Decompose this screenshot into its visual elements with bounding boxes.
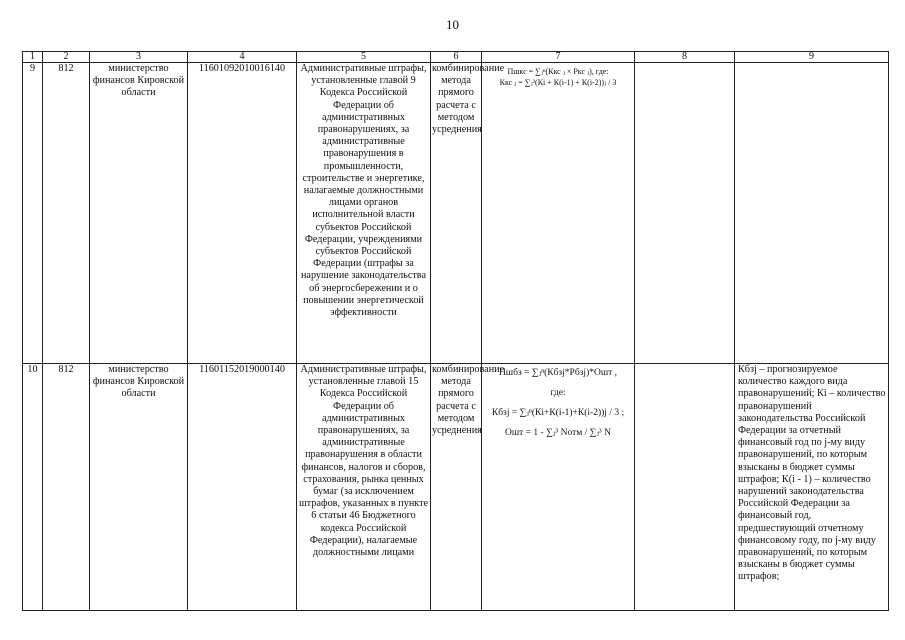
page-number: 10 <box>446 17 459 32</box>
header-cell: 6 <box>431 52 482 63</box>
header-cell: 4 <box>188 52 297 63</box>
formula-line: где: <box>550 388 566 398</box>
administrator-name: министерство финансов Кировской области <box>90 63 188 364</box>
column-number-row <box>23 52 889 63</box>
formula-line: Кбзj = ∑ⱼⁿ(Кi+К(i-1)+К(i-2))j / 3 ; <box>491 408 625 418</box>
column-8-cell <box>635 364 735 611</box>
column-9-cell <box>735 63 889 364</box>
row-number: 9 <box>23 63 43 364</box>
header-cell: 8 <box>635 52 735 63</box>
table-row <box>23 63 889 364</box>
header-cell: 9 <box>735 52 889 63</box>
row-number: 10 <box>23 364 43 611</box>
administrator-name: министерство финансов Кировской области <box>90 364 188 611</box>
calculation-method: комбинирование метода прямого расчета с методом усреднения <box>431 63 482 364</box>
revenue-name: Административные штрафы, установленные главой 9 Кодекса Российской Федерации об административных правонарушениях, за административные правонарушения в промышленности, строительстве и энергетике, налагаемые должностными лицами органов исполнительной власти субъектов Российской Федерации, учреждениями субъектов Российской Федерации (штрафы за нарушение законодательства об энергосбережении и о повышении энергетической эффективности <box>297 63 431 364</box>
calculation-method: комбинирование метода прямого расчета с методом усреднения <box>431 364 482 611</box>
header-cell: 1 <box>23 52 43 63</box>
header-cell: 5 <box>297 52 431 63</box>
budget-classification-code: 11601152019000140 <box>188 364 297 611</box>
revenue-forecast-table <box>22 51 889 611</box>
calculation-formula <box>482 364 635 611</box>
formula-line: Ошт = 1 - ∑ⱼ³ Nотм / ∑ⱼ³ N <box>504 428 611 438</box>
header-cell: 2 <box>43 52 90 63</box>
revenue-name: Административные штрафы, установленные главой 15 Кодекса Российской Федерации об административных правонарушениях, за административные правонарушения в области финансов, налогов и сборов, страхования, рынка ценных бумаг (за исключением штрафов, указанных в пункте 6 статьи 46 Бюджетного кодекса Российской Федерации), налагаемые должностными лицами <box>297 364 431 611</box>
admin-code: 812 <box>43 364 90 611</box>
table-row <box>23 364 889 611</box>
header-cell: 7 <box>482 52 635 63</box>
formula-line: Ккс ⱼ = ∑ⱼ³(Кi + К(i-1) + К(i-2))ⱼ / 3 <box>499 78 617 87</box>
column-8-cell <box>635 63 735 364</box>
calculation-formula <box>482 63 635 364</box>
header-cell: 3 <box>90 52 188 63</box>
admin-code: 812 <box>43 63 90 364</box>
formula-line: Пшкс = ∑ⱼⁿ(Ккс ⱼ × Ркс ⱼ), где: <box>507 67 609 76</box>
column-9-cell: Кбзj – прогнозируемое количество каждого вида правонарушений; Кi – количество правонарушений законодательства Российской Федерации за отчетный финансовый год по j-му виду правонарушений, по которым взысканы в бюджет суммы штрафов; К(i - 1) – количество нарушений законодательства Российской Федерации за финансовый год, предшествующий отчетному финансовому году, по j-му виду правонарушений, по которым взысканы в бюджет суммы штрафов; <box>735 364 889 611</box>
budget-classification-code: 11601092010016140 <box>188 63 297 364</box>
formula-line: Пшбз = ∑ⱼⁿ(Кбзj*Рбзj)*Ошт , <box>498 368 618 378</box>
